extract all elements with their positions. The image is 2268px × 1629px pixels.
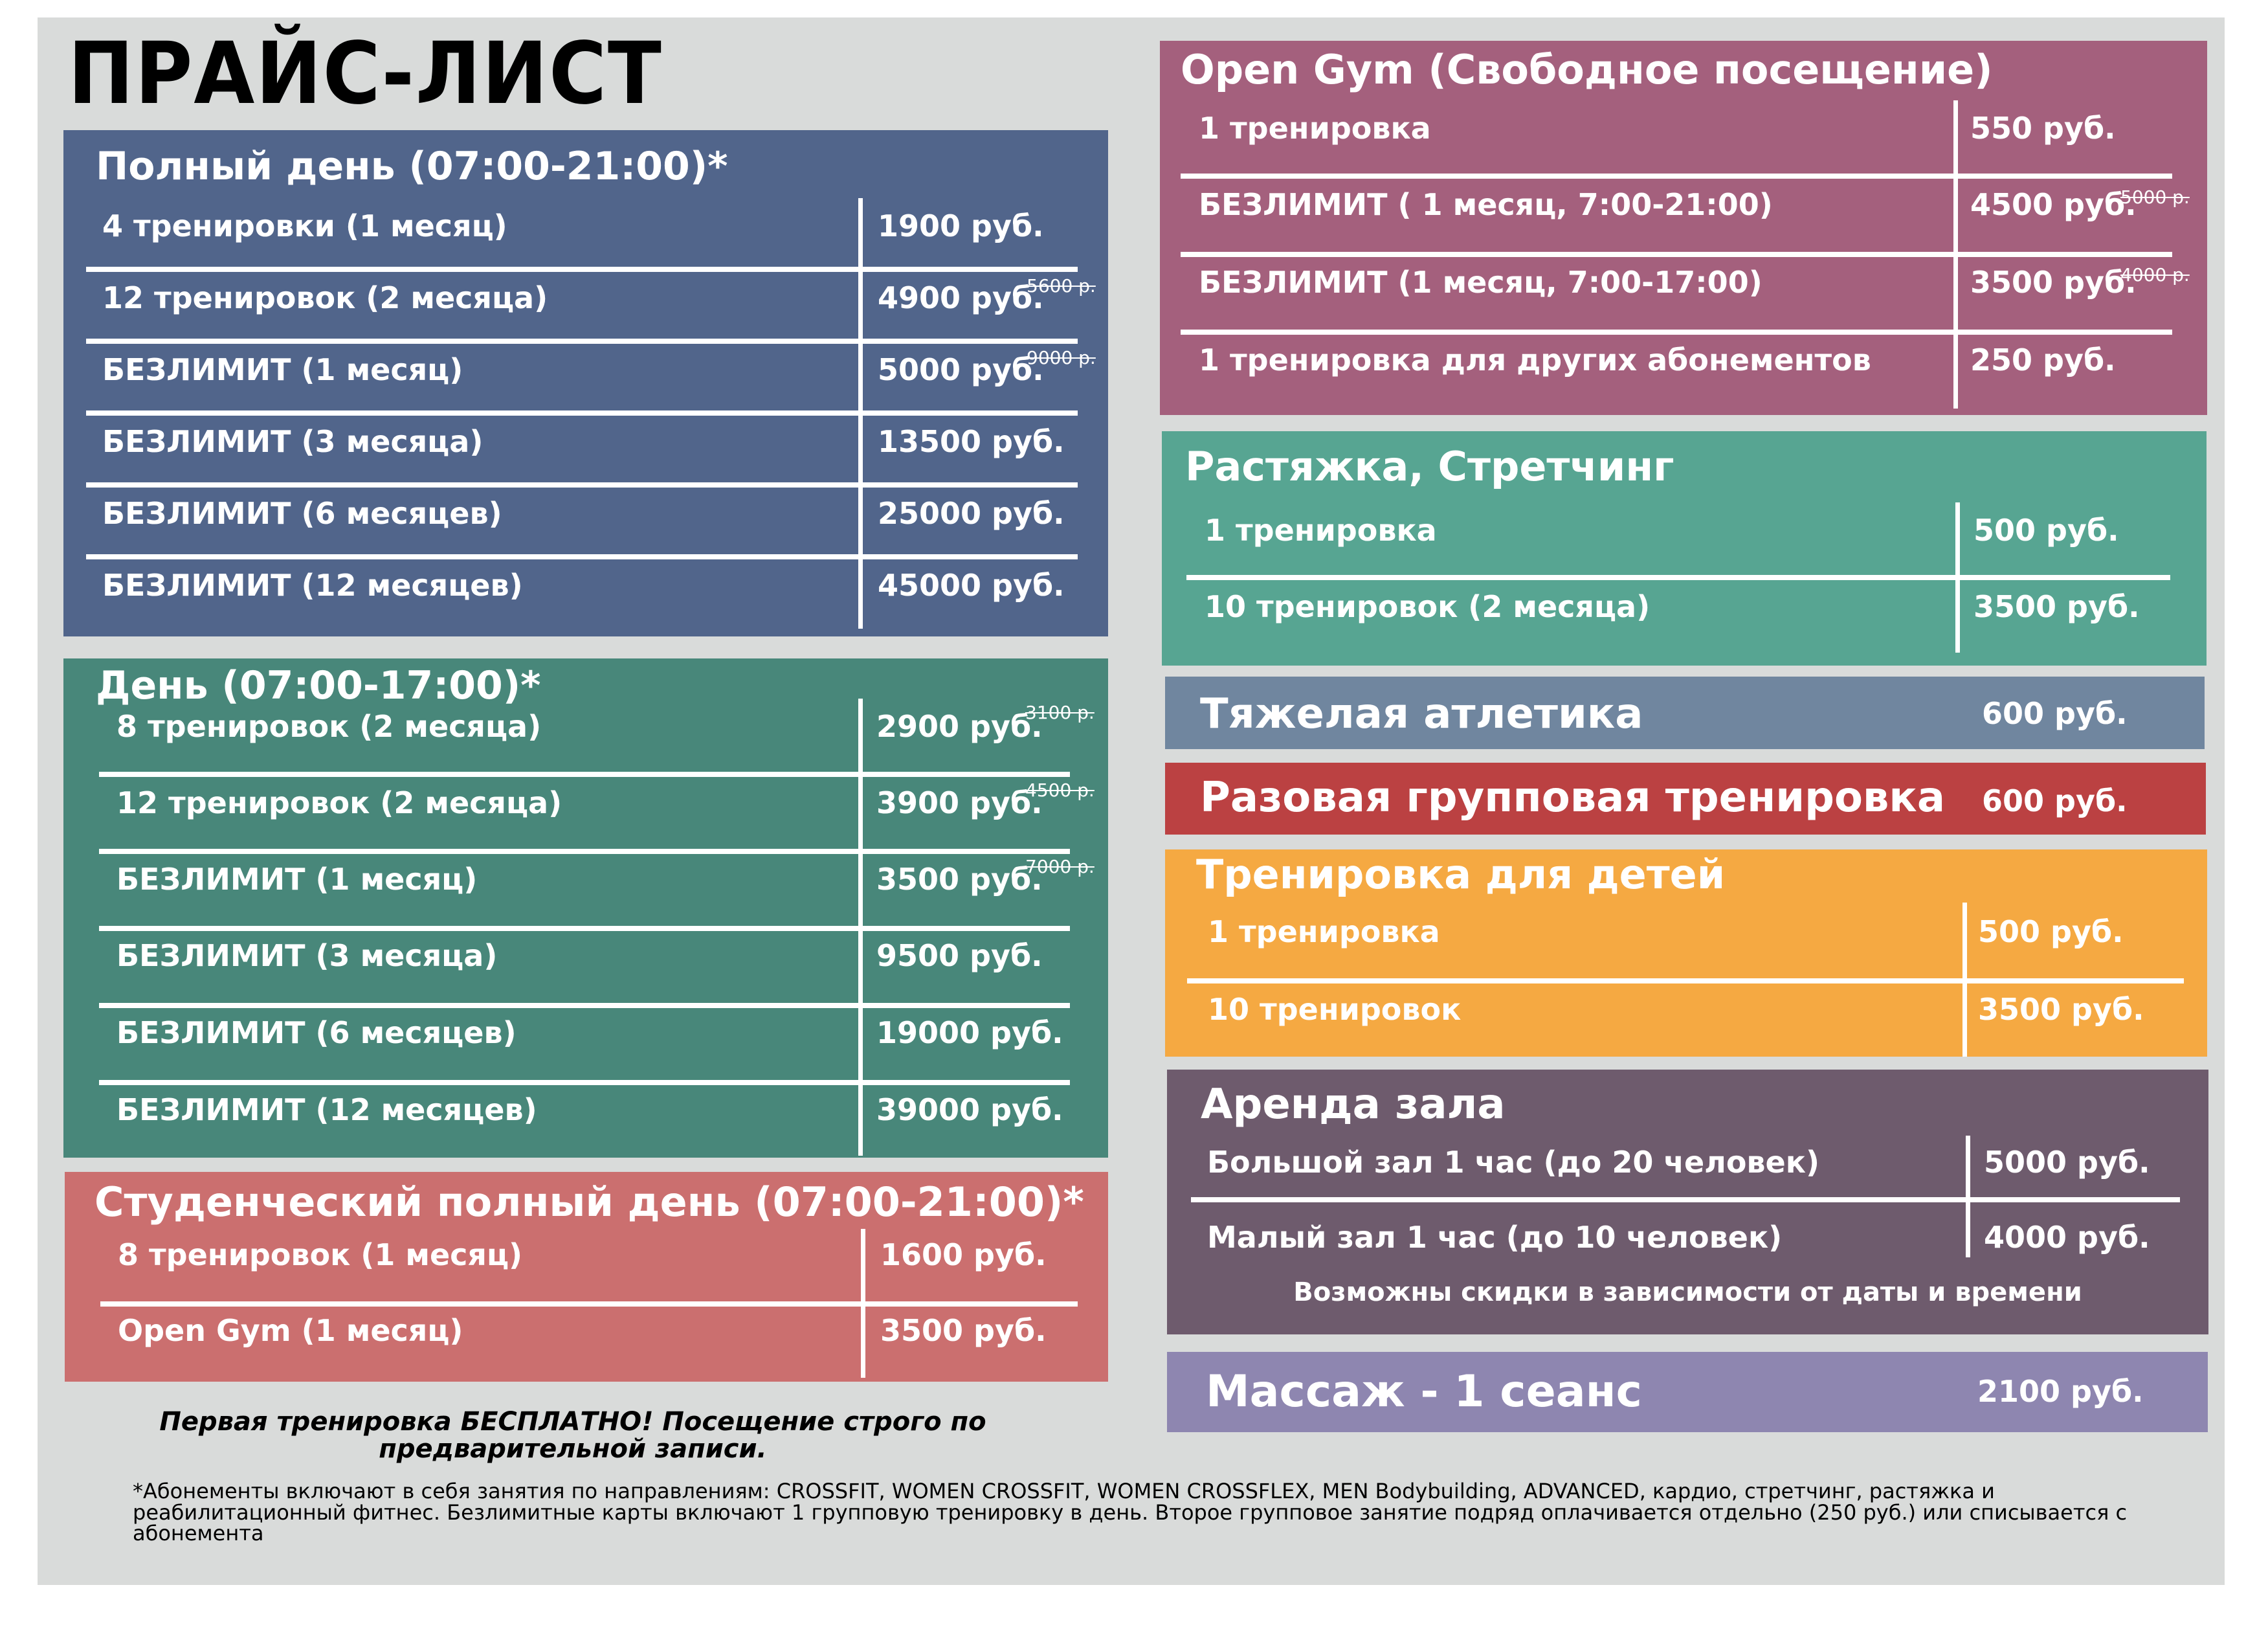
section-price: 600 руб. <box>1982 783 2128 818</box>
row-divider <box>99 926 1070 931</box>
row-divider <box>1186 575 2170 580</box>
section-rent <box>1167 1070 2208 1334</box>
section-title: Массаж - 1 сеанс <box>1206 1366 1642 1417</box>
section-title: Аренда зала <box>1201 1081 1506 1129</box>
table-row-label: 1 тренировка <box>1199 111 1431 146</box>
table-row-label: 10 тренировок (2 месяца) <box>1205 589 1651 624</box>
section-title: Тяжелая атлетика <box>1200 690 1643 738</box>
row-divider <box>1181 252 2172 257</box>
table-row-price: 39000 руб. <box>876 1092 1063 1127</box>
old-price: 4000 р. <box>2120 264 2190 286</box>
table-row-label: БЕЗЛИМИТ (6 месяцев) <box>102 496 502 531</box>
table-row-price: 3500 руб. <box>876 862 1043 897</box>
table-row-label: 12 тренировок (2 месяца) <box>102 280 548 315</box>
table-row-label: 1 тренировка <box>1205 513 1437 548</box>
table-row-price: 25000 руб. <box>878 496 1065 531</box>
section-kids <box>1165 849 2207 1057</box>
section-price: 2100 руб. <box>1977 1374 2144 1409</box>
table-row-label: БЕЗЛИМИТ (1 месяц) <box>117 862 478 897</box>
section-title: День (07:00-17:00)* <box>96 663 541 708</box>
row-divider <box>86 339 1078 344</box>
row-divider <box>86 410 1078 416</box>
row-divider <box>100 1301 1078 1307</box>
table-row-price: 45000 руб. <box>878 568 1065 603</box>
row-divider <box>99 1003 1070 1008</box>
section-price: 600 руб. <box>1982 696 2128 731</box>
section-title: Тренировка для детей <box>1196 851 1726 898</box>
section-title: Полный день (07:00-21:00)* <box>96 144 728 189</box>
old-price: 7000 р. <box>1025 856 1095 877</box>
old-price: 5000 р. <box>2120 186 2190 208</box>
table-row-price: 13500 руб. <box>878 424 1065 459</box>
table-row-price: 2900 руб. <box>876 709 1043 744</box>
row-divider <box>86 554 1078 559</box>
row-divider <box>99 849 1070 854</box>
table-row-label: 4 тренировки (1 месяц) <box>102 208 507 243</box>
section-massage <box>1167 1352 2208 1432</box>
section-heavy-athletics <box>1165 677 2205 749</box>
table-row-label: БЕЗЛИМИТ (12 месяцев) <box>117 1092 537 1127</box>
table-row-label: 1 тренировка <box>1208 914 1440 949</box>
table-row-label: БЕЗЛИМИТ (3 месяца) <box>102 424 484 459</box>
old-price: 3100 р. <box>1025 702 1095 723</box>
old-price: 9000 р. <box>1027 347 1096 368</box>
section-title: Растяжка, Стретчинг <box>1185 443 1674 490</box>
table-row-label: 8 тренировок (1 месяц) <box>118 1237 523 1272</box>
row-divider <box>1181 330 2172 335</box>
table-row-price: 500 руб. <box>1973 513 2119 548</box>
row-divider <box>86 482 1078 488</box>
table-row-price: 4900 руб. <box>878 280 1044 315</box>
table-row-price: 3500 руб. <box>1973 589 2140 624</box>
table-row-price: 9500 руб. <box>876 938 1043 973</box>
section-title: Open Gym (Свободное посещение) <box>1181 46 1993 93</box>
rent-discount-note: Возможны скидки в зависимости от даты и времени <box>1293 1277 2082 1307</box>
table-row-label: Малый зал 1 час (до 10 человек) <box>1207 1220 1783 1255</box>
row-divider <box>99 1080 1070 1085</box>
table-row-label: Open Gym (1 месяц) <box>118 1313 463 1348</box>
old-price: 4500 р. <box>1025 780 1095 801</box>
table-row-label: БЕЗЛИМИТ (12 месяцев) <box>102 568 523 603</box>
footnote: *Абонементы включают в себя занятия по направлениям: CROSSFIT, WOMEN CROSSFIT, WOMEN CROSSFLEX, MEN Bodybuilding, ADVANCED, кардио, стретчинг, растяжка и реабилитационный фитнес. Безлимитные карты включают 1 групповую тренировку в день. Второе групповое занятие подряд оплачивается отдельно (250 руб.) или списывается с абонемента <box>133 1479 2128 1546</box>
table-row-label: 1 тренировка для других абонементов <box>1199 343 1871 377</box>
table-row-price: 4000 руб. <box>1984 1220 2150 1255</box>
section-full-day <box>63 130 1108 636</box>
column-divider <box>1966 1136 1970 1257</box>
table-row-price: 1600 руб. <box>880 1237 1047 1272</box>
table-row-label: БЕЗЛИМИТ ( 1 месяц, 7:00-21:00) <box>1199 187 1773 222</box>
table-row-label: 12 тренировок (2 месяца) <box>117 785 562 820</box>
promo-note: Первая тренировка БЕСПЛАТНО! Посещение строго по предварительной записи. <box>159 1407 986 1464</box>
row-divider <box>86 267 1078 272</box>
row-divider <box>99 772 1070 777</box>
section-group-training <box>1165 763 2206 835</box>
table-row-price: 500 руб. <box>1978 914 2124 949</box>
table-row-price: 5000 руб. <box>878 352 1044 387</box>
table-row-label: 10 тренировок <box>1208 992 1462 1027</box>
table-row-price: 3500 руб. <box>1970 265 2137 300</box>
section-student <box>65 1172 1108 1382</box>
page-title: ПРАЙС-ЛИСТ <box>68 24 663 124</box>
table-row-label: БЕЗЛИМИТ (1 месяц, 7:00-17:00) <box>1199 265 1762 300</box>
table-row-label: Большой зал 1 час (до 20 человек) <box>1207 1145 1819 1180</box>
section-title: Студенческий полный день (07:00-21:00)* <box>94 1178 1084 1226</box>
row-divider <box>1191 1197 2180 1202</box>
table-row-price: 3500 руб. <box>880 1313 1047 1348</box>
table-row-label: 8 тренировок (2 месяца) <box>117 709 542 744</box>
row-divider <box>1187 978 2184 983</box>
old-price: 5600 р. <box>1027 275 1096 297</box>
table-row-price: 3900 руб. <box>876 785 1043 820</box>
table-row-price: 1900 руб. <box>878 208 1044 243</box>
table-row-price: 550 руб. <box>1970 111 2116 146</box>
section-day <box>63 658 1108 1158</box>
table-row-label: БЕЗЛИМИТ (1 месяц) <box>102 352 463 387</box>
table-row-price: 5000 руб. <box>1984 1145 2150 1180</box>
table-row-price: 250 руб. <box>1970 343 2116 377</box>
table-row-price: 3500 руб. <box>1978 992 2144 1027</box>
table-row-price: 4500 руб. <box>1970 187 2137 222</box>
table-row-label: БЕЗЛИМИТ (3 месяца) <box>117 938 498 973</box>
section-open-gym <box>1160 41 2207 415</box>
section-title: Разовая групповая тренировка <box>1200 774 1946 822</box>
table-row-price: 19000 руб. <box>876 1015 1063 1050</box>
row-divider <box>1181 174 2172 179</box>
table-row-label: БЕЗЛИМИТ (6 месяцев) <box>117 1015 517 1050</box>
section-stretching <box>1162 431 2207 666</box>
